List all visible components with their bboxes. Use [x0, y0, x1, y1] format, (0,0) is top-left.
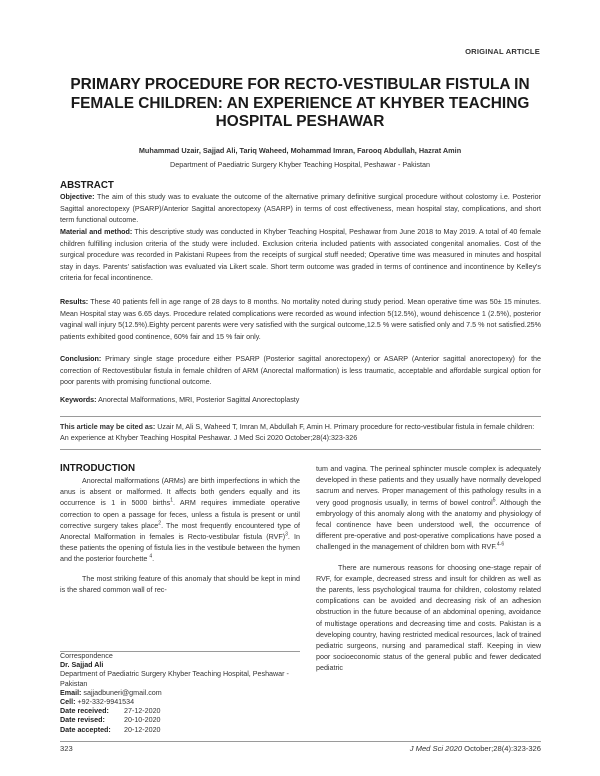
methods-label: Material and method: — [60, 228, 133, 236]
date-received: Date received: 27-12-2020 — [60, 707, 161, 716]
citation-bottom-rule — [60, 449, 541, 450]
correspondence-heading: Correspondence — [60, 652, 113, 660]
methods-text: This descriptive study was conducted in Khyber Teaching Hospital, Peshawar from June 2018 to May 2019. A total of 40 female children fulfilling inclusion criteria of the study were included. Exclusion criteria included patients with associated congenital anomalies. Cost of the surgical procedure was recorded in Pakistani Rupees from the receipts of surgical stuff needed; Operative time was measured in minutes and hospital stay in days. Parents' satisfaction was evaluated via Likert scale. Short term outcome was graded in terms of continence and incontinence by Kelley's criteria for fecal incontinence. — [60, 228, 541, 282]
keywords-label: Keywords: — [60, 396, 97, 404]
right-column — [316, 464, 541, 675]
author-list: Muhammad Uzair, Sajjad Ali, Tariq Waheed, Mohammad Imran, Farooq Abdullah, Hazrat Amin — [138, 146, 462, 155]
results-text: These 40 patients fell in age range of 28 days to 8 months. No mortality noted during study period. Mean operative time was 50± 15 minutes. Mean Hospital stay was 6.65 days. Procedure related complications were recorded as wound infection 5(12.5%), wound dehiscence 1 (2.5%), posterior vaginal wall injury 5(12.5%).Eighty percent parents were very satisfied with the surgical outcome,12.5 % were satisfied only and 7.5 % not satisfied.25% patients exhibited good continence, 60% fair and 15 % fair only. — [60, 298, 541, 341]
objective-label: Objective: — [60, 193, 95, 201]
citation-superscript: 3 — [285, 531, 288, 538]
journal-footer: J Med Sci 2020 October;28(4):323-326 — [409, 744, 541, 753]
intro-paragraph-4: There are numerous reasons for choosing one-stage repair of RVF, for example, decreased stress and insult for children as well as the parents, less psychological trauma for children, colostomy related complications can be avoided and decreasing risk of an adhesion obstruction in the future because of an abdominal opening, avoidance of multistage operations and decreasing time and costs. Pakistan is a developing country, having restricted medical resources, lack of trained pediatric surgeons, nursing and paramedical staff. Keeping in view poor socioeconomic status of the general public and fewer dedicated pediatric — [316, 563, 541, 673]
abstract-results — [60, 297, 541, 343]
article-type-badge: ORIGINAL ARTICLE — [465, 47, 540, 56]
citation-block — [60, 422, 541, 444]
introduction-heading: INTRODUCTION — [60, 463, 136, 474]
citation-label: This article may be cited as: — [60, 423, 156, 431]
citation-superscript: 4 — [149, 554, 153, 561]
article-title: PRIMARY PROCEDURE FOR RECTO-VESTIBULAR FISTULA IN FEMALE CHILDREN: AN EXPERIENCE AT KHYBER TEACHING HOSPITAL PESHAWAR — [70, 76, 530, 131]
date-accepted: Date accepted: 20-12-2020 — [60, 725, 161, 734]
author-affiliation: Department of Paediatric Surgery Khyber Teaching Hospital, Peshawar - Pakistan — [170, 160, 430, 169]
correspondent-email: Email: sajjadbuneri@gmail.com — [60, 688, 162, 697]
correspondent-cell: Cell: +92-332-9941534 — [60, 698, 135, 707]
correspondent-department: Department of Paediatric Surgery Khyber Teaching Hospital, Peshawar - Pakistan — [60, 670, 289, 688]
intro-paragraph-3: tum and vagina. The perineal sphincter muscle complex is adequately developed in these patients and they usually have normally developed sacrum and nerves. Proper management of this pathology results in a very good prognosis usually, in terms of bowel control$^5$. Although the embryology of this anomaly along with the anatomy and physiology of fecal continence have been understood well, the occurrence of different pre-operative and post-operative complications have posed a challenged in the management of children born with RVF.$^{4-6}$ — [316, 465, 541, 552]
results-label: Results: — [60, 298, 89, 306]
citation-superscript: 1 — [170, 498, 173, 505]
abstract-keywords — [60, 395, 541, 407]
abstract-objective — [60, 192, 541, 227]
keywords-text: Anorectal Malformations, MRI, Posterior Sagittal Anorectoplasty — [96, 396, 300, 404]
citation-top-rule — [60, 416, 541, 417]
left-column — [60, 476, 300, 596]
citation-superscript: 2 — [158, 520, 162, 527]
intro-paragraph-2: The most striking feature of this anomaly that should be kept in mind is the shared common wall of rec- — [60, 574, 300, 594]
footer-rule — [60, 741, 541, 742]
conclusion-label: Conclusion: — [60, 355, 102, 363]
abstract-heading: ABSTRACT — [60, 180, 114, 191]
abstract-methods — [60, 227, 541, 285]
conclusion-text: Primary single stage procedure either PSARP (Posterior sagittal anorectopexy) or ASARP (Anterior sagittal anorectopexy) for the correction of Rectovestibular fistula in female children of ARM (Anorectal malformation) is less traumatic, acceptable and affordable surgical option for poor parents with promising functional outcome. — [60, 355, 541, 386]
correspondent-name: Dr. Sajjad Ali — [60, 661, 104, 670]
citation-text: Uzair M, Ali S, Waheed T, Imran M, Abdullah F, Amin H. Primary procedure for recto-vestibular fistula in female children: An experience at Khyber Teaching Hospital Peshawar. J Med Sci 2020 October;28(4):323-326 — [60, 423, 535, 442]
citation-superscript: 4-6 — [496, 542, 505, 549]
citation-superscript: 5 — [492, 497, 496, 504]
date-revised: Date revised: 20-10-2020 — [60, 716, 161, 725]
page-number: 323 — [60, 744, 73, 753]
correspondence-block — [60, 652, 300, 735]
objective-text: The aim of this study was to evaluate the outcome of the alternative primary definitive surgical procedure without colostomy i.e. Posterior Sagittal anorectopexy (PSARP)/Anterior Sagittal anorectopexy (ASARP) in terms of cost effectiveness, mean hospital stay, complications, and short term functional outcome. — [60, 193, 541, 224]
intro-paragraph-1: Anorectal malformations (ARMs) are birth imperfections in which the anus is absent or malformed. It affects both genders equally and its occurrence is 1 in 5000 births$^1$. ARM requires immediate operative correction to open a passage for feces, unless a fistula is present or until corrective surgery takes place$^2$. The most frequently encountered type of Anorectal Malformation in females is Recto-vestibular fistula (RVF)$^3$. In these patients the opening of fistula lies in the vestibule between the hymen and the posterior fourchette $^4$. — [60, 477, 300, 564]
abstract-conclusion — [60, 354, 541, 389]
